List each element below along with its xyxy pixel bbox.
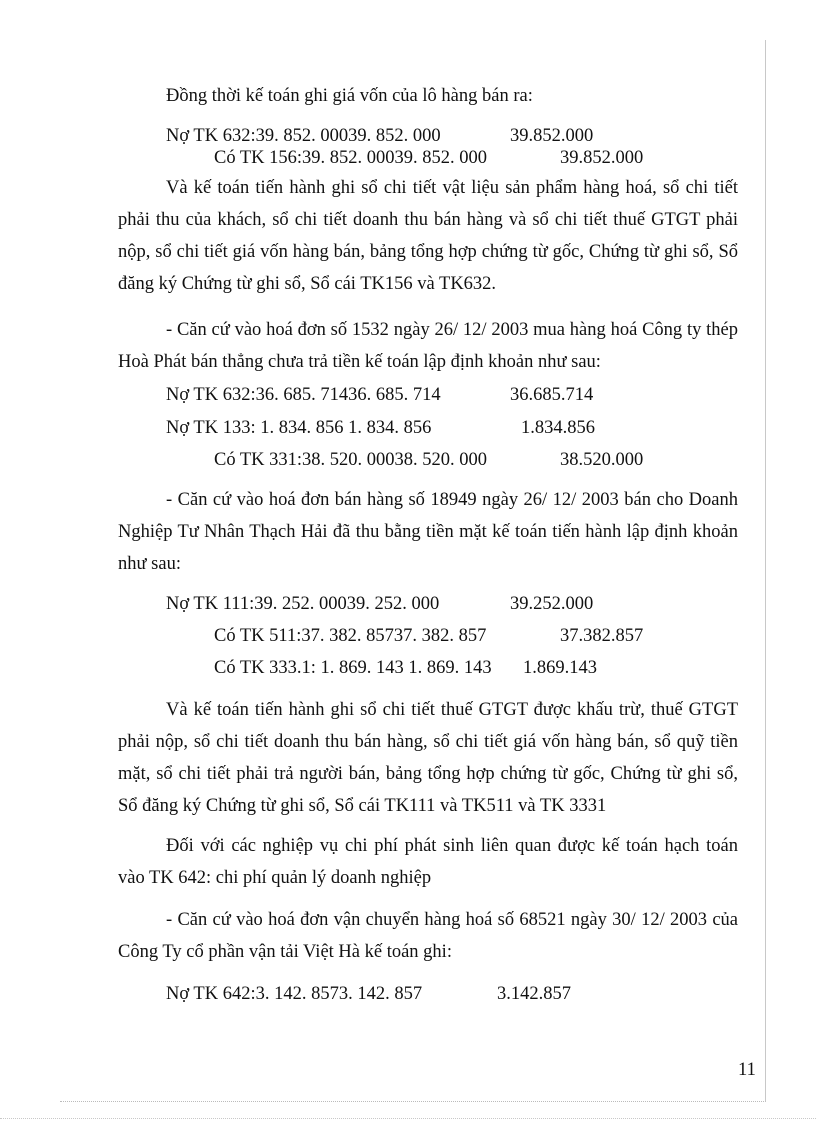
journal-entry-credit-511: [214, 626, 644, 647]
journal-entry-credit-331: [214, 450, 644, 471]
journal-entry-credit-3331: [214, 658, 597, 679]
entry-label: Có TK 333.1: 1. 869. 143 1. 869. 143: [214, 658, 492, 678]
paragraph-invoice-68521: - Căn cứ vào hoá đơn vận chuyển hàng hoá số 68521 ngày 30/ 12/ 2003 của Công Ty cổ phần vận tải Việt Hà kế toán ghi:: [118, 910, 738, 962]
entry-amount: 38.520.000: [560, 450, 644, 470]
paragraph-expense-642: Đối với các nghiệp vụ chi phí phát sinh liên quan được kế toán hạch toán vào TK 642: chi phí quản lý doanh nghiệp: [118, 836, 738, 888]
entry-label: Nợ TK 632:39. 852. 00039. 852. 000: [166, 126, 441, 146]
entry-amount: 39.252.000: [510, 594, 594, 614]
entry-label: Nợ TK 632:36. 685. 71436. 685. 714: [166, 385, 441, 405]
journal-entry-debit-642: [166, 984, 571, 1005]
entry-label: Nợ TK 642:3. 142. 8573. 142. 857: [166, 984, 423, 1004]
paragraph-invoice-18949: - Căn cứ vào hoá đơn bán hàng số 18949 ngày 26/ 12/ 2003 bán cho Doanh Nghiệp Tư Nhân Thạch Hải đã thu bằng tiền mặt kế toán tiến hành lập định khoản như sau:: [118, 490, 738, 574]
journal-entry-debit-111: [166, 594, 594, 615]
paragraph-cost-of-goods-intro: Đồng thời kế toán ghi giá vốn của lô hàng bán ra:: [166, 86, 533, 106]
paragraph-ledger-recording-2: Và kế toán tiến hành ghi sổ chi tiết thuế GTGT được khấu trừ, thuế GTGT phải nộp, sổ chi tiết doanh thu bán hàng, sổ chi tiết giá vốn hàng bán, sổ quỹ tiền mặt, sổ chi tiết phải trả người bán, bảng tổng hợp chứng từ gốc, Chứng từ ghi sổ, Sổ đăng ký Chứng từ ghi sổ, Sổ cái TK111 và TK511 và TK 3331: [118, 700, 738, 816]
paragraph-ledger-recording-1: Và kế toán tiến hành ghi sổ chi tiết vật liệu sản phẩm hàng hoá, sổ chi tiết phải thu của khách, sổ chi tiết doanh thu bán hàng và sổ chi tiết thuế GTGT phải nộp, sổ chi tiết giá vốn hàng bán, bảng tổng hợp chứng từ gốc, Chứng từ ghi sổ, Sổ đăng ký Chứng từ ghi sổ, Sổ cái TK156 và TK632.: [118, 178, 738, 294]
entry-amount: 1.834.856: [521, 418, 595, 438]
paragraph-invoice-1532: - Căn cứ vào hoá đơn số 1532 ngày 26/ 12/ 2003 mua hàng hoá Công ty thép Hoà Phát bán thẳng chưa trả tiền kế toán lập định khoản như sau:: [118, 320, 738, 372]
entry-amount: 1.869.143: [523, 658, 597, 678]
journal-entry-debit-133: [166, 418, 595, 439]
entry-amount: 39.852.000: [510, 126, 594, 146]
entry-amount: 39.852.000: [560, 148, 644, 168]
entry-amount: 36.685.714: [510, 385, 594, 405]
journal-entry-debit-632-b: [166, 385, 594, 406]
journal-entry-credit-156: [214, 148, 644, 169]
entry-label: Có TK 331:38. 520. 00038. 520. 000: [214, 450, 488, 470]
page-number: 11: [738, 1060, 756, 1080]
journal-entry-debit-632: [166, 126, 594, 147]
entry-label: Nợ TK 111:39. 252. 00039. 252. 000: [166, 594, 440, 614]
entry-amount: 37.382.857: [560, 626, 644, 646]
page-bottom-divider: [0, 1118, 816, 1119]
entry-amount: 3.142.857: [497, 984, 571, 1004]
entry-label: Có TK 511:37. 382. 85737. 382. 857: [214, 626, 487, 646]
entry-label: Nợ TK 133: 1. 834. 856 1. 834. 856: [166, 418, 432, 438]
entry-label: Có TK 156:39. 852. 00039. 852. 000: [214, 148, 488, 168]
